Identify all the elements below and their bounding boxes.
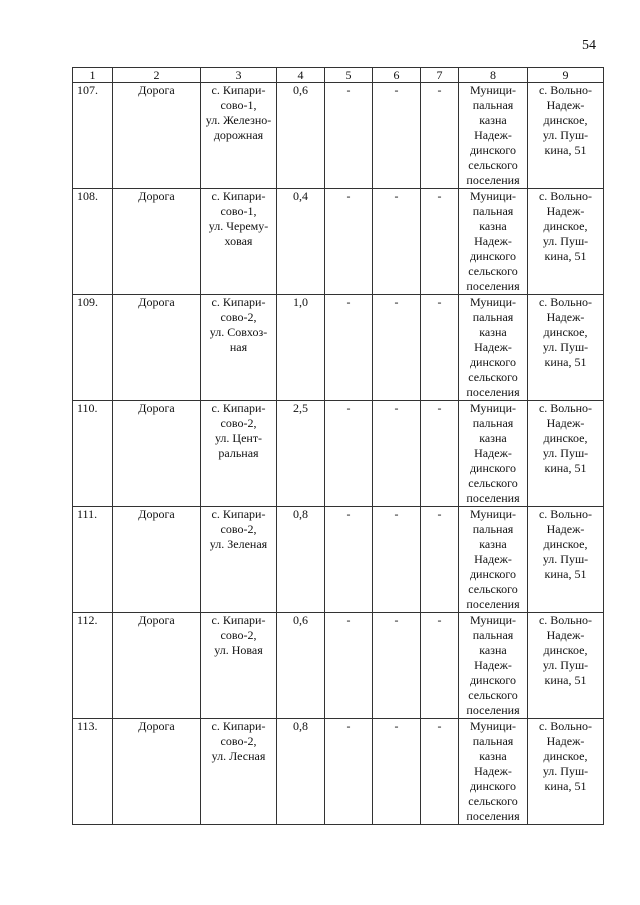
holder-address: с. Вольно- Надеж- динское, ул. Пуш- кина, 51 bbox=[528, 401, 604, 507]
object-length: 2,5 bbox=[277, 401, 325, 507]
column-6-value: - bbox=[373, 613, 421, 719]
object-length: 0,8 bbox=[277, 507, 325, 613]
object-location: с. Кипари- сово-2, ул. Новая bbox=[201, 613, 277, 719]
object-name: Дорога bbox=[113, 507, 201, 613]
table-row bbox=[73, 719, 604, 825]
row-number: 112. bbox=[73, 613, 113, 719]
object-name: Дорога bbox=[113, 189, 201, 295]
column-5-value: - bbox=[325, 295, 373, 401]
column-header-4: 4 bbox=[277, 68, 325, 83]
column-6-value: - bbox=[373, 719, 421, 825]
column-6-value: - bbox=[373, 507, 421, 613]
table-row bbox=[73, 83, 604, 189]
table-row bbox=[73, 613, 604, 719]
object-location: с. Кипари- сово-2, ул. Цент- ральная bbox=[201, 401, 277, 507]
column-header-1: 1 bbox=[73, 68, 113, 83]
property-register-table bbox=[72, 67, 604, 825]
holder-address: с. Вольно- Надеж- динское, ул. Пуш- кина, 51 bbox=[528, 613, 604, 719]
object-length: 0,4 bbox=[277, 189, 325, 295]
object-name: Дорога bbox=[113, 719, 201, 825]
row-number: 108. bbox=[73, 189, 113, 295]
object-length: 1,0 bbox=[277, 295, 325, 401]
object-location: с. Кипари- сово-2, ул. Зеленая bbox=[201, 507, 277, 613]
object-owner: Муници- пальная казна Надеж- динского сельского поселения bbox=[459, 295, 528, 401]
holder-address: с. Вольно- Надеж- динское, ул. Пуш- кина, 51 bbox=[528, 295, 604, 401]
column-6-value: - bbox=[373, 189, 421, 295]
row-number: 110. bbox=[73, 401, 113, 507]
column-5-value: - bbox=[325, 83, 373, 189]
column-7-value: - bbox=[421, 719, 459, 825]
column-5-value: - bbox=[325, 613, 373, 719]
column-number-row bbox=[73, 68, 604, 83]
page-number: 54 bbox=[582, 38, 596, 53]
column-7-value: - bbox=[421, 401, 459, 507]
column-5-value: - bbox=[325, 507, 373, 613]
object-location: с. Кипари- сово-2, ул. Лесная bbox=[201, 719, 277, 825]
column-7-value: - bbox=[421, 295, 459, 401]
column-header-3: 3 bbox=[201, 68, 277, 83]
holder-address: с. Вольно- Надеж- динское, ул. Пуш- кина, 51 bbox=[528, 83, 604, 189]
column-6-value: - bbox=[373, 83, 421, 189]
column-header-2: 2 bbox=[113, 68, 201, 83]
column-7-value: - bbox=[421, 507, 459, 613]
column-header-9: 9 bbox=[528, 68, 604, 83]
object-owner: Муници- пальная казна Надеж- динского сельского поселения bbox=[459, 719, 528, 825]
row-number: 111. bbox=[73, 507, 113, 613]
column-6-value: - bbox=[373, 295, 421, 401]
column-header-8: 8 bbox=[459, 68, 528, 83]
column-5-value: - bbox=[325, 719, 373, 825]
object-owner: Муници- пальная казна Надеж- динского сельского поселения bbox=[459, 507, 528, 613]
column-5-value: - bbox=[325, 401, 373, 507]
row-number: 113. bbox=[73, 719, 113, 825]
object-length: 0,6 bbox=[277, 613, 325, 719]
column-7-value: - bbox=[421, 189, 459, 295]
table-row bbox=[73, 189, 604, 295]
column-7-value: - bbox=[421, 613, 459, 719]
row-number: 109. bbox=[73, 295, 113, 401]
column-header-7: 7 bbox=[421, 68, 459, 83]
table-row bbox=[73, 401, 604, 507]
object-location: с. Кипари- сово-1, ул. Железно- дорожная bbox=[201, 83, 277, 189]
holder-address: с. Вольно- Надеж- динское, ул. Пуш- кина, 51 bbox=[528, 719, 604, 825]
row-number: 107. bbox=[73, 83, 113, 189]
object-name: Дорога bbox=[113, 295, 201, 401]
object-name: Дорога bbox=[113, 401, 201, 507]
object-owner: Муници- пальная казна Надеж- динского сельского поселения bbox=[459, 83, 528, 189]
object-owner: Муници- пальная казна Надеж- динского сельского поселения bbox=[459, 401, 528, 507]
column-7-value: - bbox=[421, 83, 459, 189]
table-row bbox=[73, 507, 604, 613]
object-name: Дорога bbox=[113, 83, 201, 189]
object-length: 0,6 bbox=[277, 83, 325, 189]
object-name: Дорога bbox=[113, 613, 201, 719]
object-location: с. Кипари- сово-2, ул. Совхоз- ная bbox=[201, 295, 277, 401]
column-header-5: 5 bbox=[325, 68, 373, 83]
object-location: с. Кипари- сово-1, ул. Черему- ховая bbox=[201, 189, 277, 295]
object-length: 0,8 bbox=[277, 719, 325, 825]
column-5-value: - bbox=[325, 189, 373, 295]
holder-address: с. Вольно- Надеж- динское, ул. Пуш- кина, 51 bbox=[528, 189, 604, 295]
column-6-value: - bbox=[373, 401, 421, 507]
holder-address: с. Вольно- Надеж- динское, ул. Пуш- кина, 51 bbox=[528, 507, 604, 613]
table-row bbox=[73, 295, 604, 401]
column-header-6: 6 bbox=[373, 68, 421, 83]
object-owner: Муници- пальная казна Надеж- динского сельского поселения bbox=[459, 613, 528, 719]
object-owner: Муници- пальная казна Надеж- динского сельского поселения bbox=[459, 189, 528, 295]
